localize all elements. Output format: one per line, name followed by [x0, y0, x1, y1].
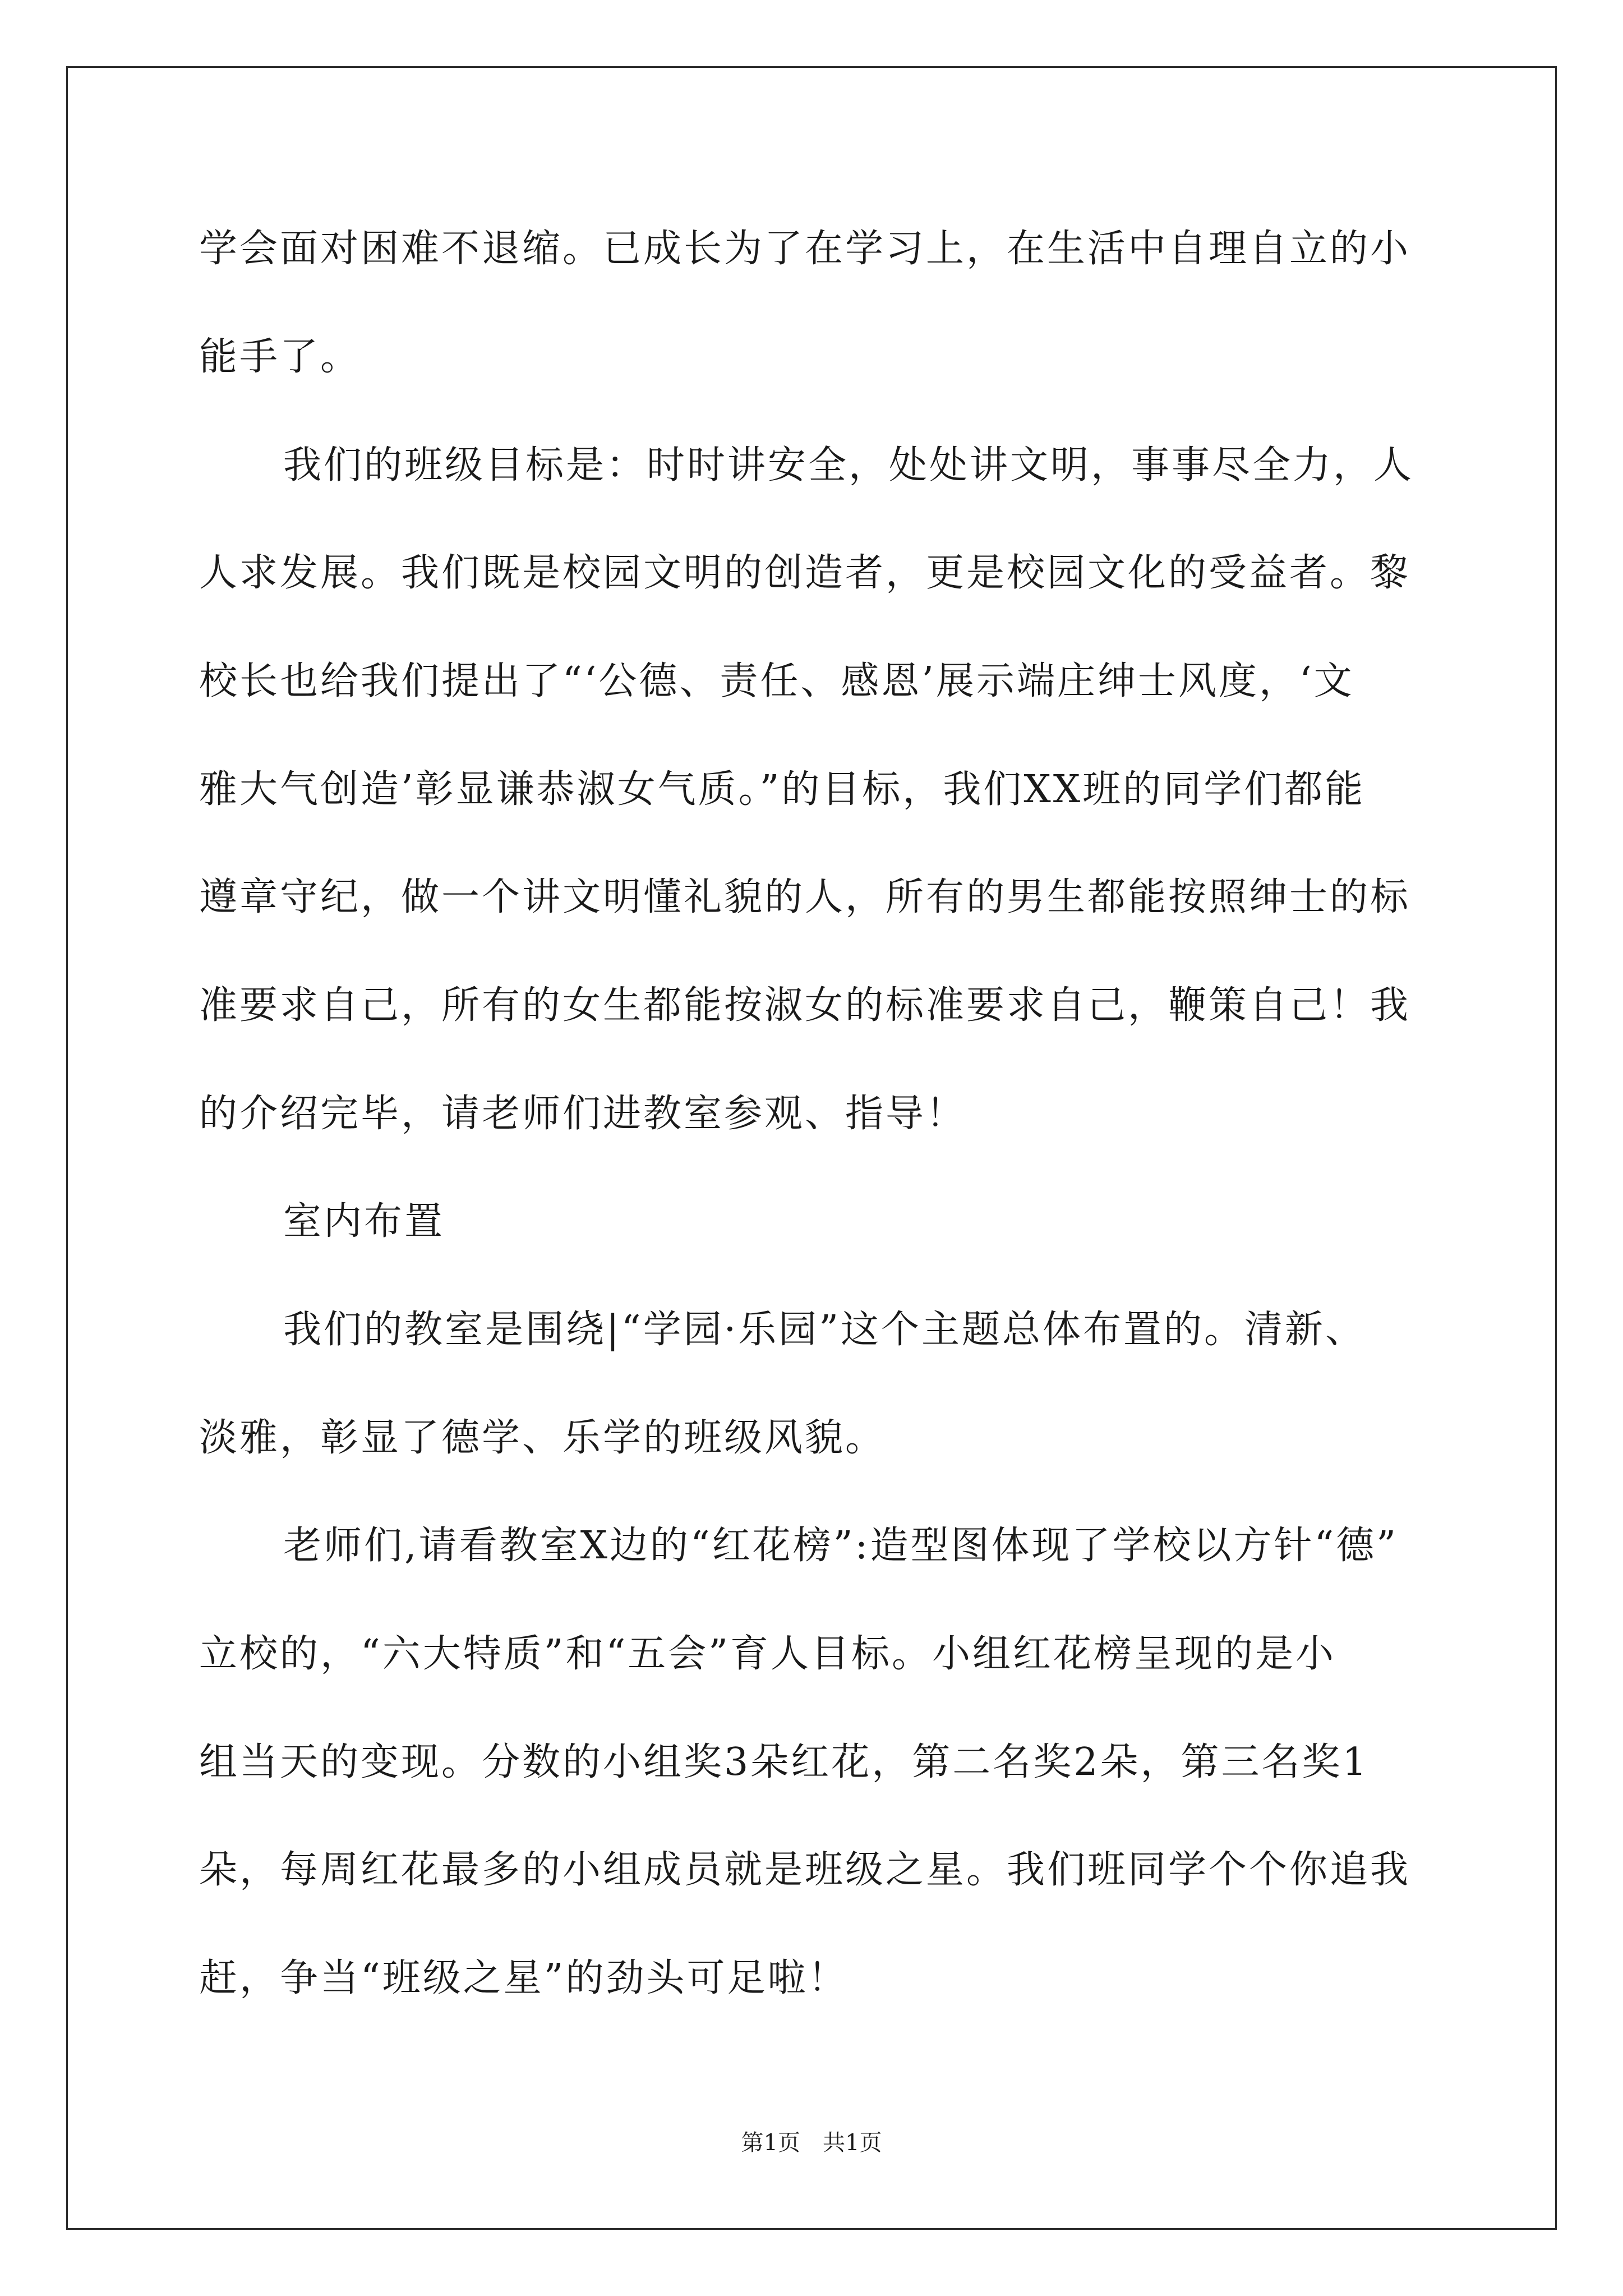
text-line: 的介绍完毕，请老师们进教室参观、指导！ [199, 1092, 967, 1136]
text-line: 学会面对困难不退缩。已成长为了在学习上，在生活中自理自立的小 [199, 227, 1411, 271]
section-heading: 室内布置 [283, 1199, 445, 1244]
page-border [66, 66, 1557, 2230]
text-line: 雅大气创造’彰显谦恭淑女气质。”的目标，我们XX班的同学们都能 [199, 767, 1366, 812]
text-line: 朵，每周红花最多的小组成员就是班级之星。我们班同学个个你追我 [199, 1848, 1411, 1892]
text-line: 校长也给我们提出了“‘公德、责任、感恩’展示端庄绅士风度，‘文 [199, 659, 1354, 703]
text-line: 我们的教室是围绕|“学园·乐园”这个主题总体布置的。清新、 [283, 1308, 1366, 1352]
text-line: 赶，争当“班级之星”的劲头可足啦！ [199, 1956, 849, 2000]
text-line: 准要求自己，所有的女生都能按淑女的标准要求自己，鞭策自己！我 [199, 983, 1411, 1028]
text-line: 我们的班级目标是：时时讲安全，处处讲文明，事事尽全力，人 [283, 443, 1414, 487]
text-line: 老师们,请看教室X边的“红花榜”:造型图体现了学校以方针“德” [283, 1524, 1398, 1568]
text-line: 人求发展。我们既是校园文明的创造者，更是校园文化的受益者。黎 [199, 551, 1411, 595]
text-line: 组当天的变现。分数的小组奖3朵红花，第二名奖2朵，第三名奖1 [199, 1740, 1369, 1784]
text-line: 能手了。 [199, 335, 361, 379]
page-number-footer: 第1页 共1页 [741, 2130, 882, 2156]
text-line: 遵章守纪，做一个讲文明懂礼貌的人，所有的男生都能按照绅士的标 [199, 875, 1411, 919]
text-line: 立校的，“六大特质”和“五会”育人目标。小组红花榜呈现的是小 [199, 1632, 1336, 1676]
text-line: 淡雅，彰显了德学、乐学的班级风貌。 [199, 1416, 886, 1460]
